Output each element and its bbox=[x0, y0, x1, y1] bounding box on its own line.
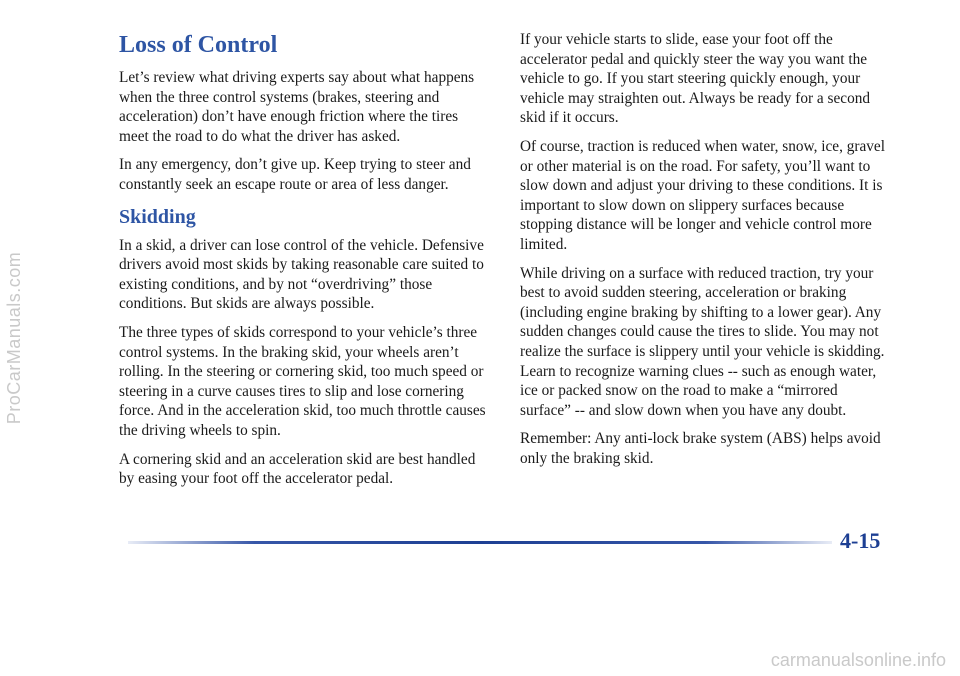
paragraph: While driving on a surface with reduced traction, try your best to avoid sudden steering, acceleration or braking (including engine braking by shifting to a lower gear). Any sudden changes could cause the tires to slide. You may not realize the surface is slippery until your vehicle is skidding. Learn to recognize warning clues -- such as enough water, ice or packed snow on the road to make a “mirrored surface” -- and slow down when you have any doubt. bbox=[520, 264, 885, 419]
paragraph: Remember: Any anti-lock brake system (ABS) helps avoid only the braking skid. bbox=[520, 430, 881, 467]
page-number: 4-15 bbox=[840, 528, 881, 553]
left-column bbox=[119, 30, 491, 498]
paragraph: In a skid, a driver can lose control of the vehicle. Defensive drivers avoid most skids by taking reasonable care suited to existing conditions, and by not “overdriving” those conditions. But skids are always possible. bbox=[119, 236, 484, 313]
paragraph: If your vehicle starts to slide, ease your foot off the accelerator pedal and quickly steer the way you want the vehicle to go. If you start steering quickly enough, your vehicle may straighten out. Always be ready for a second skid if it occurs. bbox=[520, 31, 871, 127]
paragraph: The three types of skids correspond to your vehicle’s three control systems. In the braking skid, your wheels aren’t rolling. In the steering or cornering skid, too much speed or steering in a curve causes tires to slip and lose cornering force. And in the acceleration skid, too much throttle causes the driving wheels to spin. bbox=[119, 323, 486, 439]
footer-divider bbox=[128, 541, 832, 544]
right-column bbox=[520, 30, 890, 477]
subsection-heading: Skidding bbox=[119, 205, 196, 228]
paragraph: Of course, traction is reduced when water, snow, ice, gravel or other material is on the road. For safety, you’ll want to slow down and adjust your driving to these conditions. It is important to slow down on slippery surfaces because stopping distance will be longer and vehicle control more limited. bbox=[520, 137, 885, 253]
paragraph: A cornering skid and an acceleration skid are best handled by easing your foot off the accelerator pedal. bbox=[119, 450, 476, 488]
section-heading: Loss of Control bbox=[119, 32, 278, 58]
paragraph: Let’s review what driving experts say about what happens when the three control systems (brakes, steering and acceleration) don’t have enough friction where the tires meet the road to do what the driver has asked. bbox=[119, 69, 475, 145]
side-watermark: ProCarManuals.com bbox=[4, 251, 24, 425]
paragraph: In any emergency, don’t give up. Keep trying to steer and constantly seek an escape route or area of less danger. bbox=[119, 156, 471, 193]
bottom-watermark: carmanualsonline.info bbox=[770, 650, 946, 670]
